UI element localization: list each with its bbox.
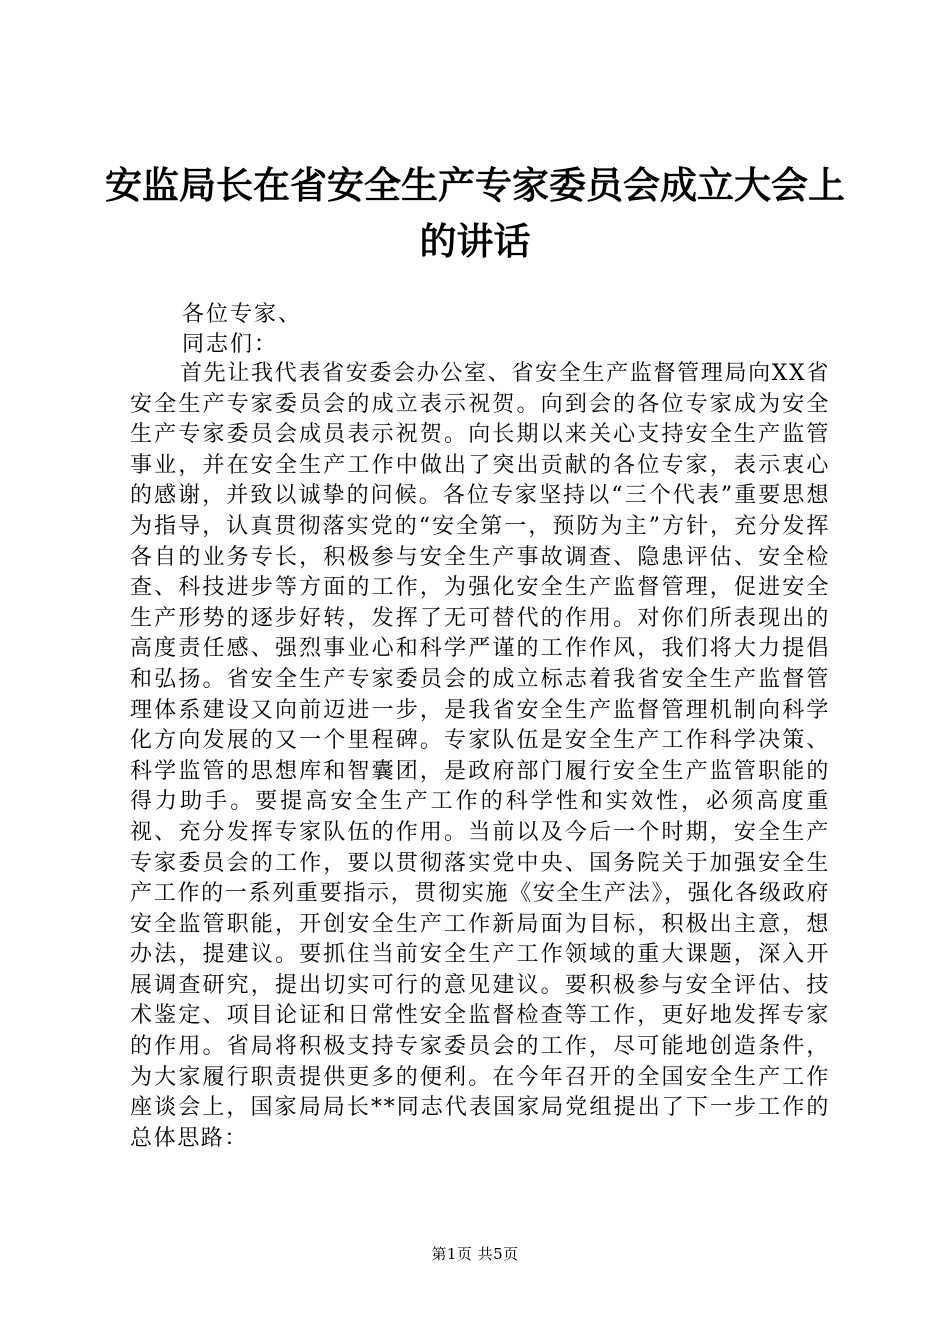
page-footer: 第1页 共5页 bbox=[431, 1245, 519, 1263]
salutation-line-2: 同志们： bbox=[182, 332, 279, 357]
document-title-line-2: 的讲话 bbox=[419, 220, 531, 263]
document-title-line-1: 安监局长在省安全生产专家委员会成立大会上 bbox=[105, 164, 845, 207]
speech-paragraph: 首先让我代表省安委会办公室、省安全生产监督管理局向XX省安全生产专家委员会的成立表示祝贺。向到会的各位专家成为安全生产专家委员会成员表示祝贺。向长期以来关心支持安全生产监管事业，并在安全生产工作中做出了突出贡献的各位专家，表示衷心的感谢，并致以诚挚的问候。各位专家坚持以“三个代表”重要思想为指导，认真贯彻落实党的“安全第一，预防为主”方针，充分发挥各自的业务专长，积极参与安全生产事故调查、隐患评估、安全检查、科技进步等方面的工作，为强化安全生产监督管理，促进安全生产形势的逐步好转，发挥了无可替代的作用。对你们所表现出的高度责任感、强烈事业心和科学严谨的工作作风，我们将大力提倡和弘扬。省安全生产专家委员会的成立标志着我省安全生产监督管理体系建设又向前迈进一步，是我省安全生产监督管理机制向科学化方向发展的又一个里程碑。专家队伍是安全生产工作科学决策、科学监管的思想库和智囊团，是政府部门履行安全生产监管职能的得力助手。要提高安全生产工作的科学性和实效性，必须高度重视、充分发挥专家队伍的作用。当前以及今后一个时期，安全生产专家委员会的工作，要以贯彻落实党中央、国务院关于加强安全生产工作的一系列重要指示，贯彻实施《安全生产法》，强化各级政府安全监管职能，开创安全生产工作新局面为目标，积极出主意，想办法，提建议。要抓住当前安全生产工作领域的重大课题，深入开展调查研究，提出切实可行的意见建议。要积极参与安全评估、技术鉴定、项目论证和日常性安全监督检查等工作，更好地发挥专家的作用。省局将积极支持专家委员会的工作，尽可能地创造条件，为大家履行职责提供更多的便利。在今年召开的全国安全生产工作座谈会上，国家局局长**同志代表国家局党组提出了下一步工作的总体思路： bbox=[130, 361, 830, 1151]
salutation-line-1: 各位专家、 bbox=[182, 302, 303, 327]
